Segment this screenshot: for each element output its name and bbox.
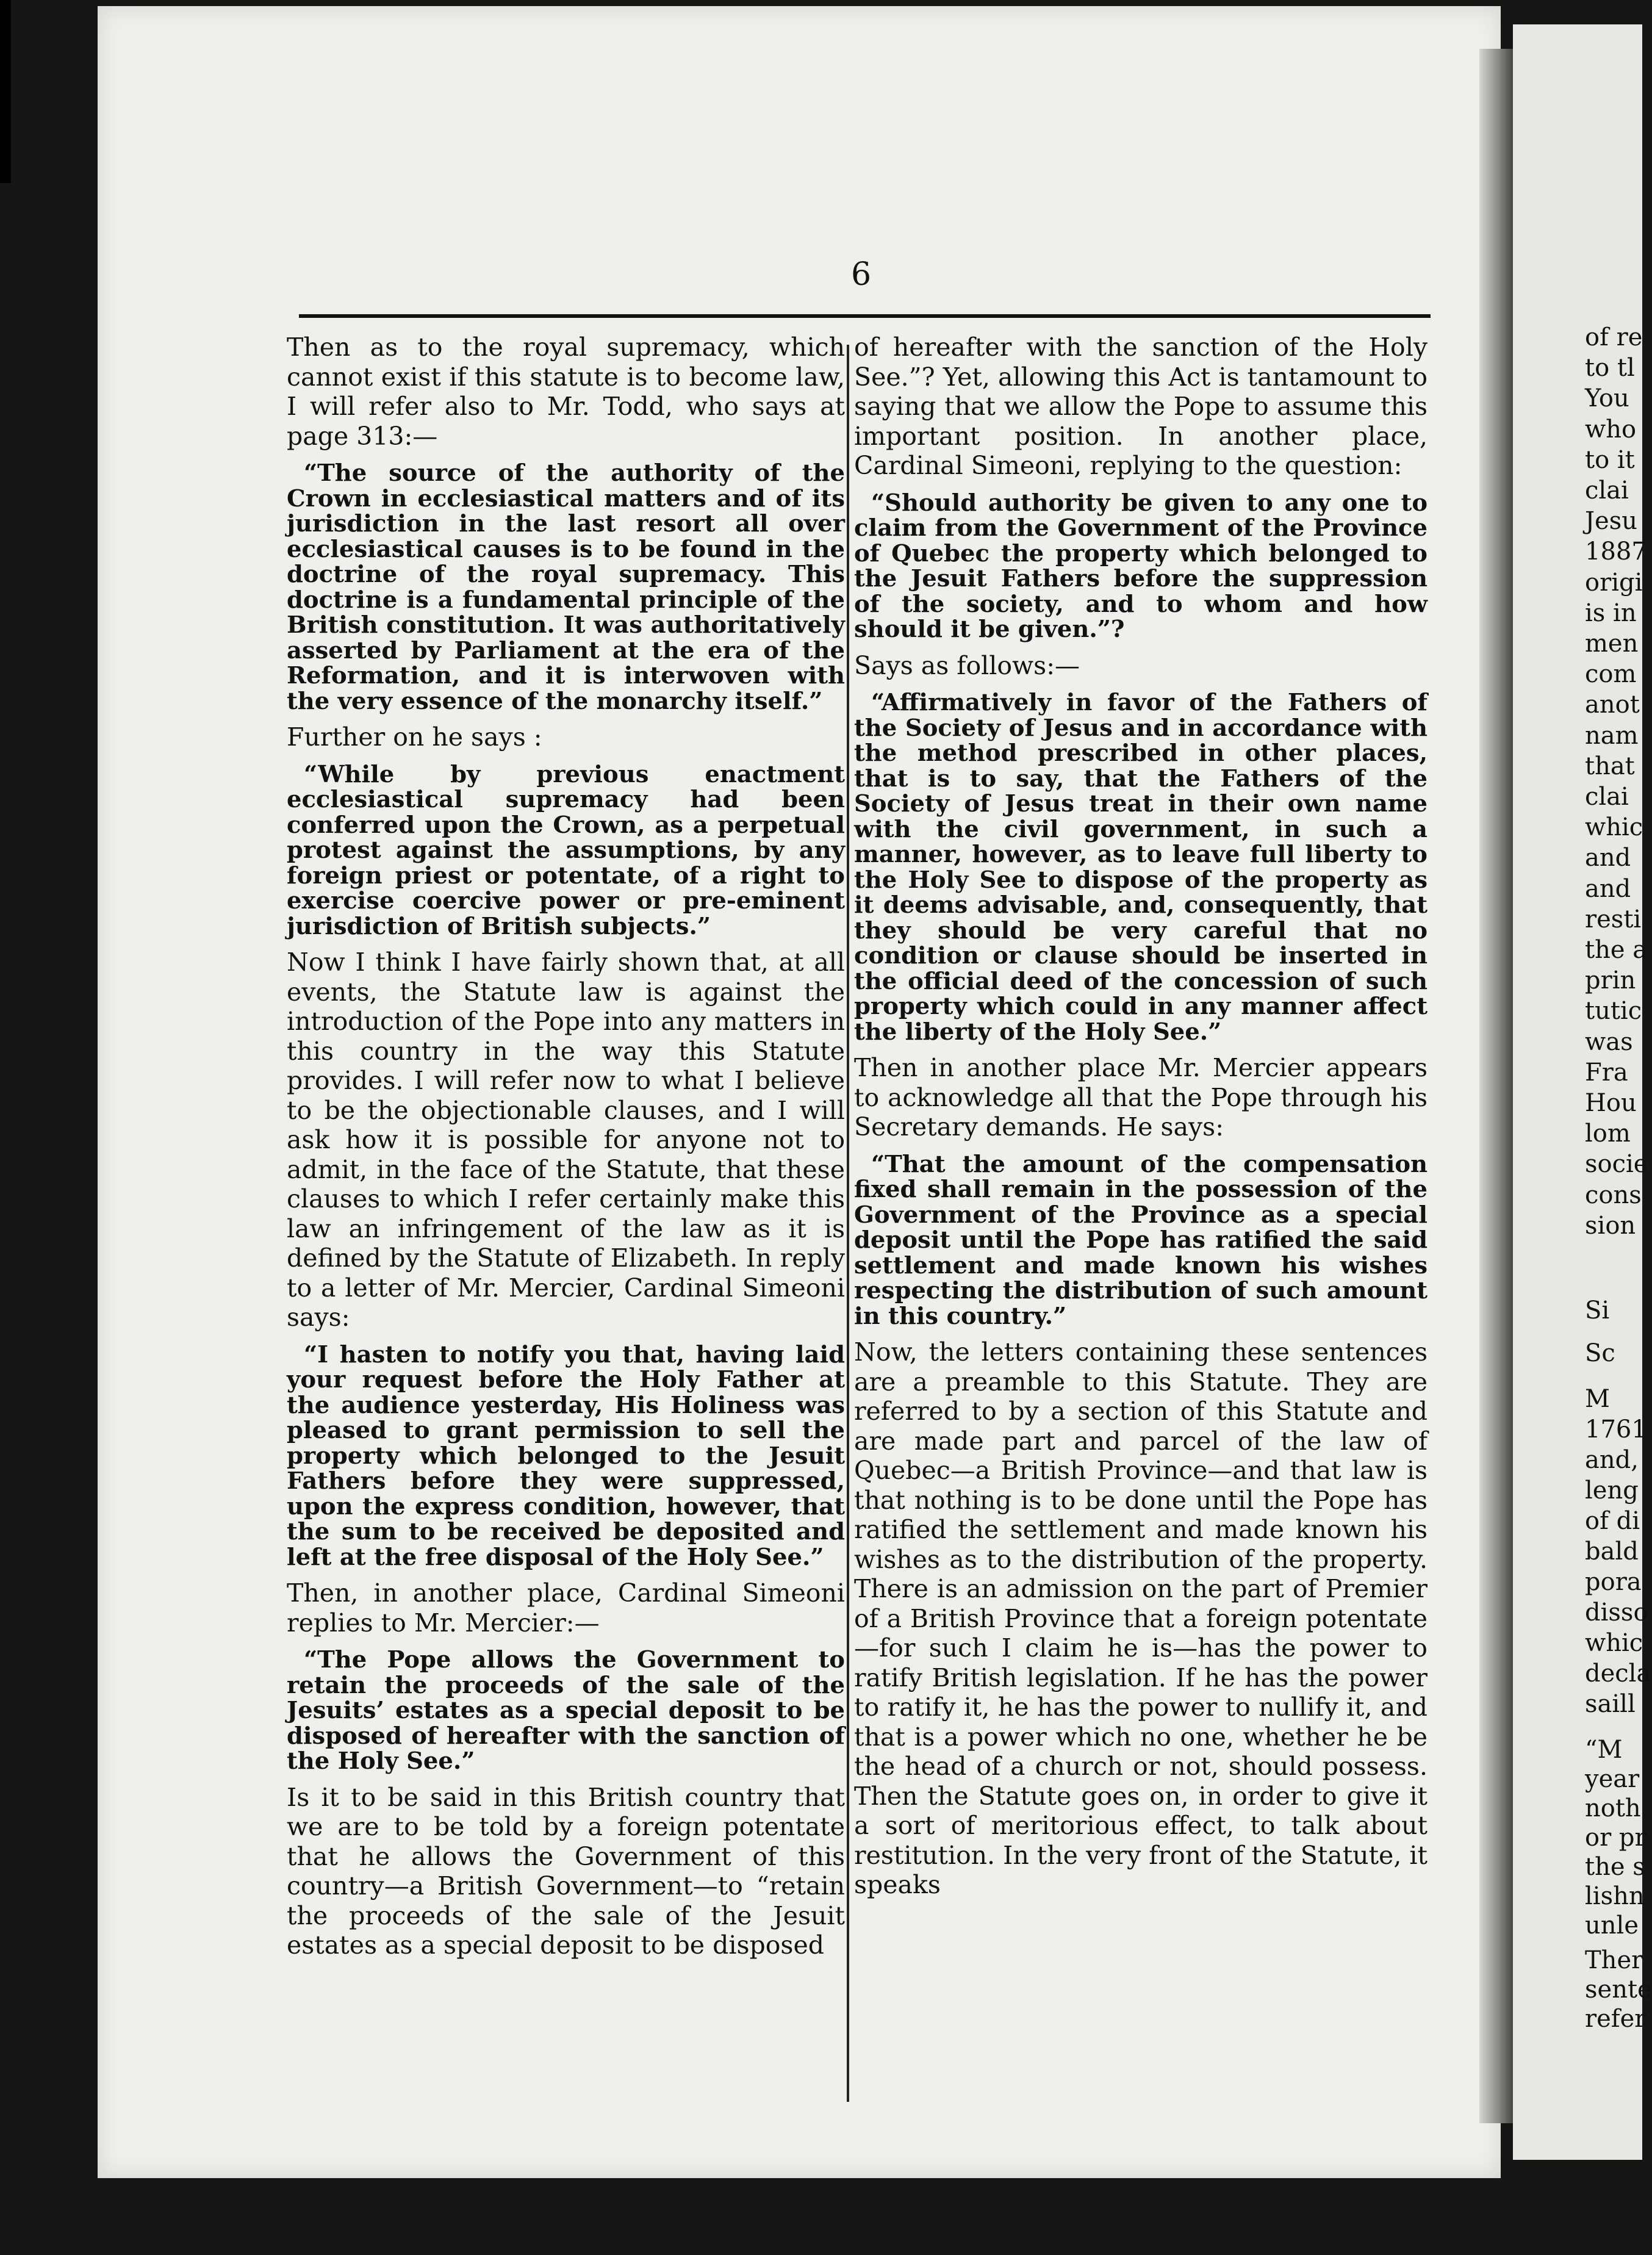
fragment-line: of re xyxy=(1585,323,1643,351)
fragment-line: clai xyxy=(1585,783,1629,811)
paragraph: of hereafter with the sanction of the Holy See.”? Yet, allowing this Act is tantamount to saying that we allow the Pope to assume this important position. In another place, Cardinal Simeoni, replying to the question: xyxy=(854,333,1428,480)
fragment-line: leng xyxy=(1585,1476,1639,1505)
block-quote: “Should authority be given to any one to claim from the Government of the Province of Quebec the property which belonged to the Jesuit Fathers before the suppression of the society, and to whom and how should it be given.”? xyxy=(854,489,1428,643)
fragment-line: is in xyxy=(1585,599,1637,627)
header-rule xyxy=(299,314,1431,318)
fragment-line: and, xyxy=(1585,1446,1639,1474)
fragment-line: Hou xyxy=(1585,1089,1637,1117)
block-quote: “That the amount of the compensation fixed shall remain in the possession of the Government of the Province as a special deposit until the Pope has ratified the said settlement and made known his wishes respecting the distribution of such amount in this country.” xyxy=(854,1150,1428,1330)
fragment-line: resti xyxy=(1585,905,1642,933)
fragment-line: socie xyxy=(1585,1150,1648,1179)
left-column xyxy=(287,333,845,1960)
fragment-line: whic xyxy=(1585,1629,1643,1657)
paragraph: Then in another place Mr. Mercier appears to acknowledge all that the Pope through his Secretary demands. He says: xyxy=(854,1053,1428,1142)
fragment-line: origi xyxy=(1585,568,1643,597)
fragment-line: saill xyxy=(1585,1690,1636,1718)
fragment-line: whic xyxy=(1585,813,1643,842)
fragment-line: unle xyxy=(1585,1912,1639,1940)
fragment-line: to tl xyxy=(1585,354,1635,383)
block-quote: “Affirmatively in favor of the Fathers of the Society of Jesus and in accordance with the method prescribed in other places, that is to say, that the Fathers of the Society of Jesus treat in their own name with the civil government, in such a manner, however, as to leave full liberty to the Holy See to dispose of the property as it deems advisable, and, consequently, that they should be very careful that no condition or clause should be inserted in the official deed of the concession of such property which could in any manner affect the liberty of the Holy See.” xyxy=(854,689,1428,1046)
block-quote: “The Pope allows the Government to retain the proceeds of the sale of the Jesuits’ estates as a special deposit to be disposed of hereafter with the sanction of the Holy See.” xyxy=(287,1646,845,1775)
paragraph: Further on he says : xyxy=(287,722,542,752)
fragment-line: of di xyxy=(1585,1507,1640,1535)
fragment-line: lishn xyxy=(1585,1882,1645,1910)
fragment-line: year xyxy=(1585,1765,1640,1793)
fragment-line: noth xyxy=(1585,1794,1641,1822)
fragment-line: the a xyxy=(1585,936,1648,964)
fragment-line: bald xyxy=(1585,1538,1639,1566)
block-quote: “While by previous enactment ecclesiastical supremacy had been conferred upon the Crown, as a perpetual protest against the assumptions, by any foreign priest or potentate, of a right to exercise coercive power or pre-eminent jurisdiction of British subjects.” xyxy=(287,760,845,940)
paragraph: Says as follows:— xyxy=(854,650,1080,680)
fragment-line: “M xyxy=(1585,1736,1623,1764)
fragment-line: who xyxy=(1585,415,1637,444)
scan-border xyxy=(0,0,11,183)
paragraph: Then, in another place, Cardinal Simeoni replies to Mr. Mercier:— xyxy=(287,1578,845,1638)
paragraph: Now I think I have fairly shown that, at all events, the Statute law is against the introduction of the Pope into any matters in this country in the way this Statute provides. I will refer now to what I believe to be the objectionable clauses, and I will ask how it is possible for anyone not to admit, in the face of the Statute, that these clauses to which I refer certainly make this law an infringement of the law as it is defined by the Statute of Elizabeth. In reply to a letter of Mr. Mercier, Cardinal Simeoni says: xyxy=(287,948,845,1332)
block-quote: “I hasten to notify you that, having laid your request before the Holy Father at the audience yesterday, His Holiness was pleased to grant permission to sell the property which belonged to the Jesuit Fathers before they were suppressed, upon the express condition, however, that the sum to be received be deposited and left at the free disposal of the Holy See.” xyxy=(287,1340,845,1571)
fragment-line: com xyxy=(1585,660,1637,689)
fragment-line: the s xyxy=(1585,1853,1645,1881)
fragment-line: Jesu xyxy=(1585,507,1637,536)
fragment-line: decla xyxy=(1585,1660,1651,1688)
fragment-line: that xyxy=(1585,752,1635,780)
fragment-line: Si xyxy=(1585,1297,1610,1325)
paragraph: Is it to be said in this British country that we are to be told by a foreign potentate that he allows the Government of this country—a British Government—to “retain the proceeds of the sale of the Jesuit estates as a special deposit to be disposed xyxy=(287,1782,845,1960)
fragment-line: and xyxy=(1585,874,1631,903)
paragraph: Then as to the royal supremacy, which cannot exist if this statute is to become law, I will refer also to Mr. Todd, who says at page 313:— xyxy=(287,333,845,451)
fragment-line: lom xyxy=(1585,1120,1631,1148)
fragment-line: to it xyxy=(1585,445,1635,474)
fragment-line: men xyxy=(1585,630,1639,658)
fragment-line: M xyxy=(1585,1385,1610,1413)
paragraph: Now, the letters containing these sentences are a preamble to this Statute. They are referred to by a section of this Statute and are made part and parcel of the law of Quebec—a British Province—and that law is that nothing is to be done until the Pope has ratified the settlement and made known his wishes as to the distribution of the property. There is an admission on the part of Premier of a British Province that a foreign potentate —for such I claim he is—has the power to ratify British legislation. If he has the power to ratify it, he has the power to nullify it, and that is a power which no one, whether he be the head of a church or not, should possess. Then the Statute goes on, in order to give it a sort of meritorious effect, to talk about restitution. In the very front of the Statute, it speaks xyxy=(854,1337,1428,1899)
block-quote: “The source of the authority of the Crown in ecclesiastical matters and of its jurisdiction in the last resort all over ecclesiastical causes is to be found in the doctrine of the royal supremacy. This doctrine is a fundamental principle of the British constitution. It was authoritatively asserted by Parliament at the era of the Reformation, and it is interwoven with the very essence of the monarchy itself.” xyxy=(287,459,845,715)
fragment-line: sente xyxy=(1585,1976,1652,2004)
fragment-line: 1887 xyxy=(1585,538,1647,566)
page-number: 6 xyxy=(851,256,872,293)
fragment-line: 1761 xyxy=(1585,1415,1647,1444)
fragment-line: prin xyxy=(1585,966,1636,995)
fragment-line: cons xyxy=(1585,1181,1642,1209)
fragment-line: sion xyxy=(1585,1211,1636,1240)
fragment-line: Ther xyxy=(1585,1946,1643,1974)
fragment-line: Fra xyxy=(1585,1058,1628,1087)
fragment-line: pora xyxy=(1585,1568,1642,1596)
fragment-line: disso xyxy=(1585,1599,1648,1627)
fragment-line: anot xyxy=(1585,691,1640,719)
fragment-line: You xyxy=(1585,384,1629,413)
fragment-line: refer xyxy=(1585,2005,1647,2033)
fragment-line: or pr xyxy=(1585,1824,1647,1852)
fragment-line: clai xyxy=(1585,477,1629,505)
fragment-line: was xyxy=(1585,1027,1633,1056)
column-divider xyxy=(847,345,849,2102)
fragment-line: tutic xyxy=(1585,997,1642,1026)
right-column xyxy=(854,333,1428,1900)
fragment-line: and xyxy=(1585,844,1631,872)
fragment-line: Sc xyxy=(1585,1339,1615,1367)
fragment-line: nam xyxy=(1585,721,1639,750)
